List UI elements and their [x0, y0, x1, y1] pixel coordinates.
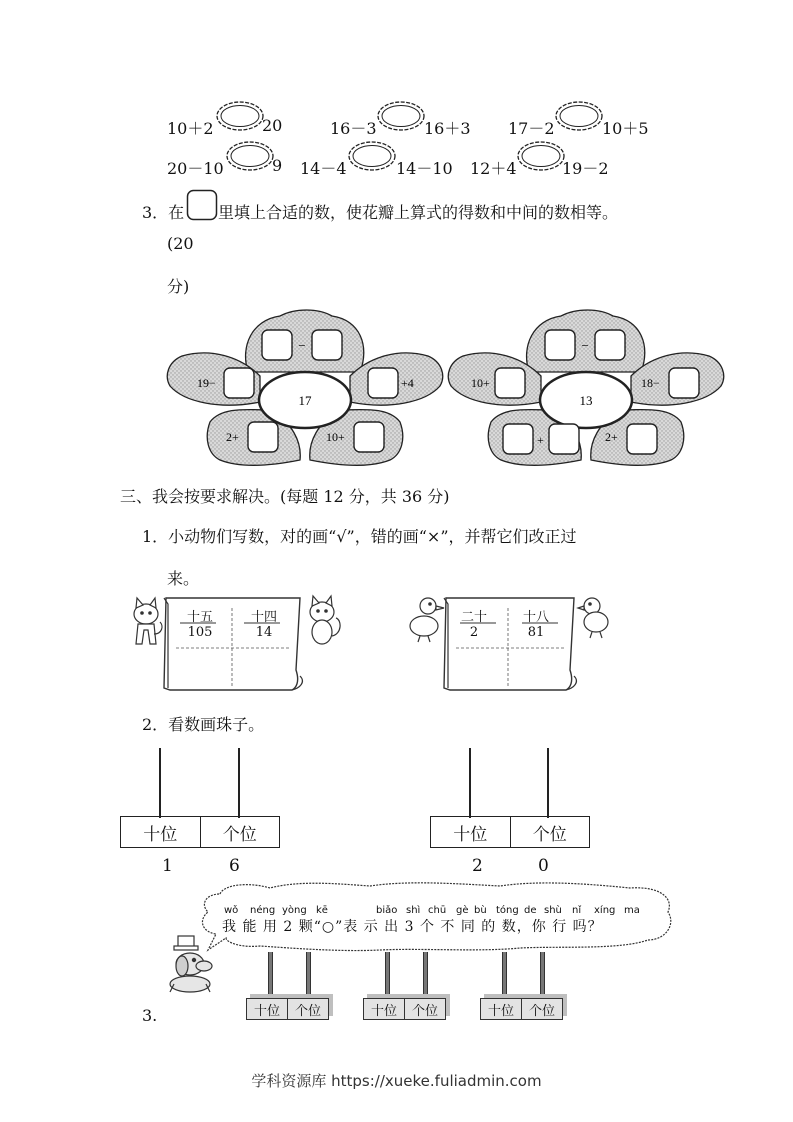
petal-top-operator: −: [298, 338, 306, 353]
pinyin-syllable: néng: [250, 905, 276, 916]
petal-right-label: 18−: [641, 376, 660, 390]
pinyin-syllable: chū: [428, 905, 447, 916]
compare-left-6: 12＋4: [470, 159, 517, 178]
compare-left-1: 10＋2: [167, 119, 214, 138]
answer-box: [312, 330, 342, 360]
compare-blank-oval[interactable]: [553, 99, 605, 133]
pinyin-syllable: tóng: [496, 905, 519, 916]
speech-text: 我 能 用 2 颗“○”表 示 出 3 个 不 同 的 数，你 行 吗？: [222, 919, 603, 935]
tens-label: 十位: [253, 1003, 280, 1019]
compare-right-6: 19－2: [562, 159, 609, 178]
blank-box-icon: [186, 189, 218, 221]
mini-abacus-base: [363, 998, 446, 1020]
ones-label: 个位: [287, 999, 328, 1019]
q3-number-bottom: 3.: [142, 1006, 158, 1025]
chick-icon: [578, 598, 608, 638]
petal-bottom-right-label: 2+: [605, 430, 618, 444]
q3-number: 3．在: [142, 203, 185, 222]
abacus-rod-ones: [547, 748, 549, 818]
compare-right-5: 14－10: [396, 159, 453, 178]
petal-left-label: 19−: [197, 376, 216, 390]
petal-left-label: 10+: [471, 376, 490, 390]
cat-icon: [310, 596, 340, 644]
answer-box: [545, 330, 575, 360]
compare-right-2: 16＋3: [424, 119, 471, 138]
mini-rod: [385, 952, 390, 998]
answer-box: [368, 368, 398, 398]
compare-right-4: 9: [272, 156, 283, 175]
mini-abacus-base: [246, 998, 329, 1020]
pinyin-syllable: ma: [624, 905, 640, 916]
answer-box: [549, 424, 579, 454]
tens-label: 十位: [143, 824, 178, 845]
pinyin-syllable: gè: [456, 905, 469, 916]
pinyin-syllable: shù: [544, 905, 562, 916]
abacus-rod-tens: [159, 748, 161, 818]
q3-score-line1: (20: [167, 234, 194, 253]
abacus-value-tens: 1: [162, 856, 173, 876]
answer-box: [627, 424, 657, 454]
mini-rod: [502, 952, 507, 998]
compare-blank-oval[interactable]: [346, 139, 398, 173]
petal-bottom-left-operator: +: [537, 433, 544, 447]
compare-right-1: 20: [262, 116, 283, 135]
board-cell-number: 81: [527, 625, 545, 640]
pinyin-syllable: xíng: [594, 905, 616, 916]
pinyin-syllable: wǒ: [224, 905, 239, 916]
ones-label: 个位: [404, 999, 445, 1019]
pinyin-syllable: de: [524, 905, 537, 916]
q1-text-line1: 1．小动物们写数，对的画“√”，错的画“×”，并帮它们改正过: [142, 527, 577, 546]
mini-rod: [268, 952, 273, 998]
answer-box: [595, 330, 625, 360]
dog-icon: [170, 936, 212, 992]
board-cell-number: 105: [187, 625, 213, 640]
abacus-value-ones: 0: [538, 856, 549, 876]
abacus-base-right: [430, 816, 590, 848]
tens-label: 十位: [453, 824, 488, 845]
answer-box: [248, 422, 278, 452]
q2-text: 2．看数画珠子。: [142, 715, 265, 734]
tens-label: 十位: [370, 1003, 397, 1019]
board-cell-number: 2: [469, 625, 479, 640]
petal-bottom-left-label: 2+: [226, 430, 239, 444]
compare-blank-oval[interactable]: [214, 99, 266, 133]
answer-box: [262, 330, 292, 360]
q1-text-line2: 来。: [167, 569, 200, 588]
compare-right-3: 10＋5: [602, 119, 649, 138]
mini-rod: [306, 952, 311, 998]
compare-blank-oval[interactable]: [224, 139, 276, 173]
answer-box: [224, 368, 254, 398]
q3-instruction: 里填上合适的数，使花瓣上算式的得数和中间的数相等。: [218, 203, 619, 222]
mini-rod: [423, 952, 428, 998]
compare-blank-oval[interactable]: [515, 139, 567, 173]
mini-rod: [540, 952, 545, 998]
flower-2: [448, 310, 723, 465]
abacus-rod-ones: [238, 748, 240, 818]
abacus-base-left: [120, 816, 280, 848]
section-title: 三、我会按要求解决。(每题 12 分，共 36 分): [120, 487, 450, 506]
pinyin-syllable: biǎo: [376, 905, 398, 916]
board-cell-number: 14: [255, 625, 273, 640]
pinyin-syllable: yòng: [282, 905, 307, 916]
board-cell-word: 十五: [186, 610, 213, 625]
pinyin-syllable: bù: [474, 905, 487, 916]
compare-left-5: 14－4: [300, 159, 347, 178]
duck-icon: [410, 598, 444, 642]
petal-bottom-right-label: 10+: [326, 430, 345, 444]
board-cell-word: 十四: [250, 610, 277, 625]
answer-box: [354, 422, 384, 452]
mini-abacus-base: [480, 998, 563, 1020]
petal-top-operator: −: [581, 338, 589, 353]
pinyin-syllable: nǐ: [572, 905, 582, 916]
answer-box: [503, 424, 533, 454]
board-cell-word: 二十: [460, 610, 487, 625]
pinyin-syllable: kē: [316, 905, 328, 916]
abacus-rod-tens: [469, 748, 471, 818]
flower-figures: [160, 306, 740, 474]
compare-left-4: 20－10: [167, 159, 224, 178]
tens-label: 十位: [487, 1003, 514, 1019]
cat-icon: [134, 598, 162, 644]
abacus-value-tens: 2: [472, 856, 483, 876]
compare-left-2: 16－3: [330, 119, 377, 138]
flower-center-number: 13: [579, 393, 593, 408]
q3-score-line2: 分): [167, 277, 190, 296]
compare-left-3: 17－2: [508, 119, 555, 138]
board-left: [124, 590, 354, 698]
compare-blank-oval[interactable]: [375, 99, 427, 133]
ones-label: 个位: [521, 999, 562, 1019]
flower-1: [167, 310, 442, 465]
footer-watermark: 学科资源库 https://xueke.fuliadmin.com: [251, 1072, 542, 1090]
speech-figure: [160, 880, 680, 998]
pinyin-syllable: shì: [406, 905, 421, 916]
ones-label: 个位: [510, 817, 590, 847]
ones-label: 个位: [200, 817, 280, 847]
answer-box: [495, 368, 525, 398]
answer-box: [669, 368, 699, 398]
board-cell-word: 十八: [522, 610, 549, 625]
flower-center-number: 17: [298, 393, 312, 408]
abacus-value-ones: 6: [229, 856, 240, 876]
petal-right-label: +4: [401, 376, 414, 390]
